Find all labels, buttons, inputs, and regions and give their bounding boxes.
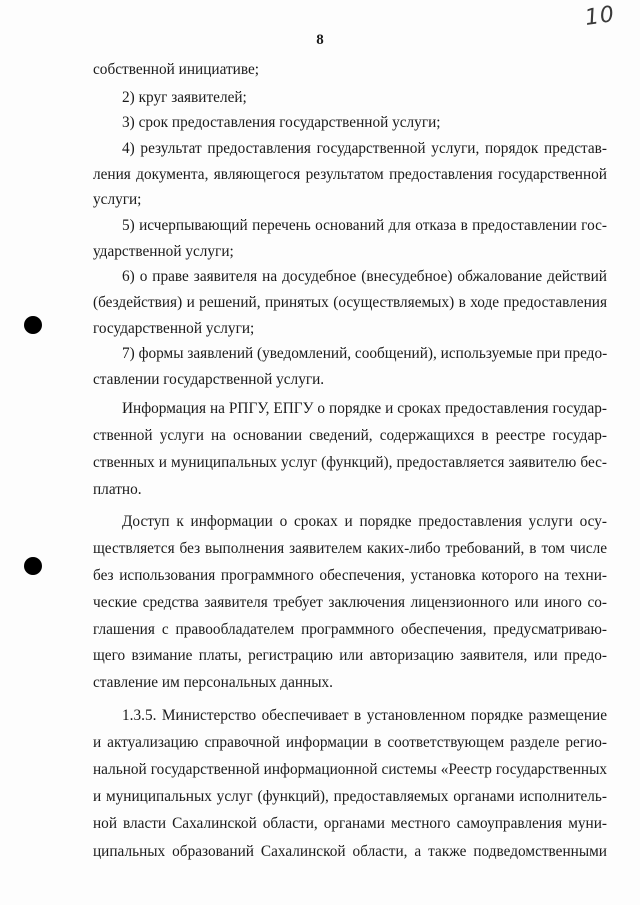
text-line: ления документа, являющегося результатом предоставления государственной [93,166,607,183]
list-item-appeal-right: 6) о праве заявителя на досудебное (внесудебное) обжалование действий [122,268,607,285]
paragraph-access-start: Доступ к информации о сроках и порядке предоставления услуги осу- [122,513,607,530]
list-item-result: 4) результат предоставления государственной услуги, порядок представ- [122,140,607,157]
punch-hole-icon [24,557,42,575]
text-line: ществляется без выполнения заявителем каких-либо требований, в том числе [93,540,607,557]
list-item-applicants: 2) круг заявителей; [122,89,247,106]
text-line: и муниципальных услуг (функций), предоставляемых органами исполнитель- [93,788,607,805]
text-line: без использования программного обеспечения, установка которого на техни- [93,567,607,584]
text-line: глашения с правообладателем программного обеспечения, предусматриваю- [93,621,607,638]
text-line: ставлении государственной услуги. [93,371,325,388]
paragraph-1-3-5-start: 1.3.5. Министерство обеспечивает в установленном порядке размещение [122,707,607,724]
text-line: платно. [93,481,142,498]
text-line: нальной государственной информационной системы «Реестр государственных [93,761,607,778]
text-line: собственной инициативе; [93,61,260,78]
text-line: щего взимание платы, регистрацию или авторизацию заявителя, или предо- [93,647,607,664]
list-item-refusal-grounds: 5) исчерпывающий перечень оснований для отказа в предоставлении гос- [122,217,607,234]
text-line: (бездействия) и решений, принятых (осуществляемых) в ходе предоставления [93,294,607,311]
text-line: ставление им персональных данных. [93,674,333,691]
paragraph-info-start: Информация на РПГУ, ЕПГУ о порядке и сроках предоставления государ- [122,400,607,417]
text-line: услуги; [93,191,142,208]
text-line: ударственной услуги; [93,243,234,260]
handwritten-sheet-number: 10 [583,2,617,31]
text-line: и актуализацию справочной информации в соответствующем разделе регио- [93,734,607,751]
page-number: 8 [316,32,324,48]
text-line: ной власти Сахалинской области, органами местного самоуправления муни- [93,815,607,832]
text-line: ческие средства заявителя требует заключения лицензионного или иного со- [93,594,607,611]
list-item-term: 3) срок предоставления государственной услуги; [122,114,441,131]
text-line: ственной услуги на основании сведений, содержащихся в реестре государ- [93,427,607,444]
text-line: государственной услуги; [93,320,255,337]
text-line: ципальных образований Сахалинской области, а также подведомственными [93,843,607,860]
list-item-forms: 7) формы заявлений (уведомлений, сообщений), используемые при предо- [122,345,608,362]
text-line: ственных и муниципальных услуг (функций), предоставляется заявителю бес- [93,454,607,471]
punch-hole-icon [24,316,42,334]
